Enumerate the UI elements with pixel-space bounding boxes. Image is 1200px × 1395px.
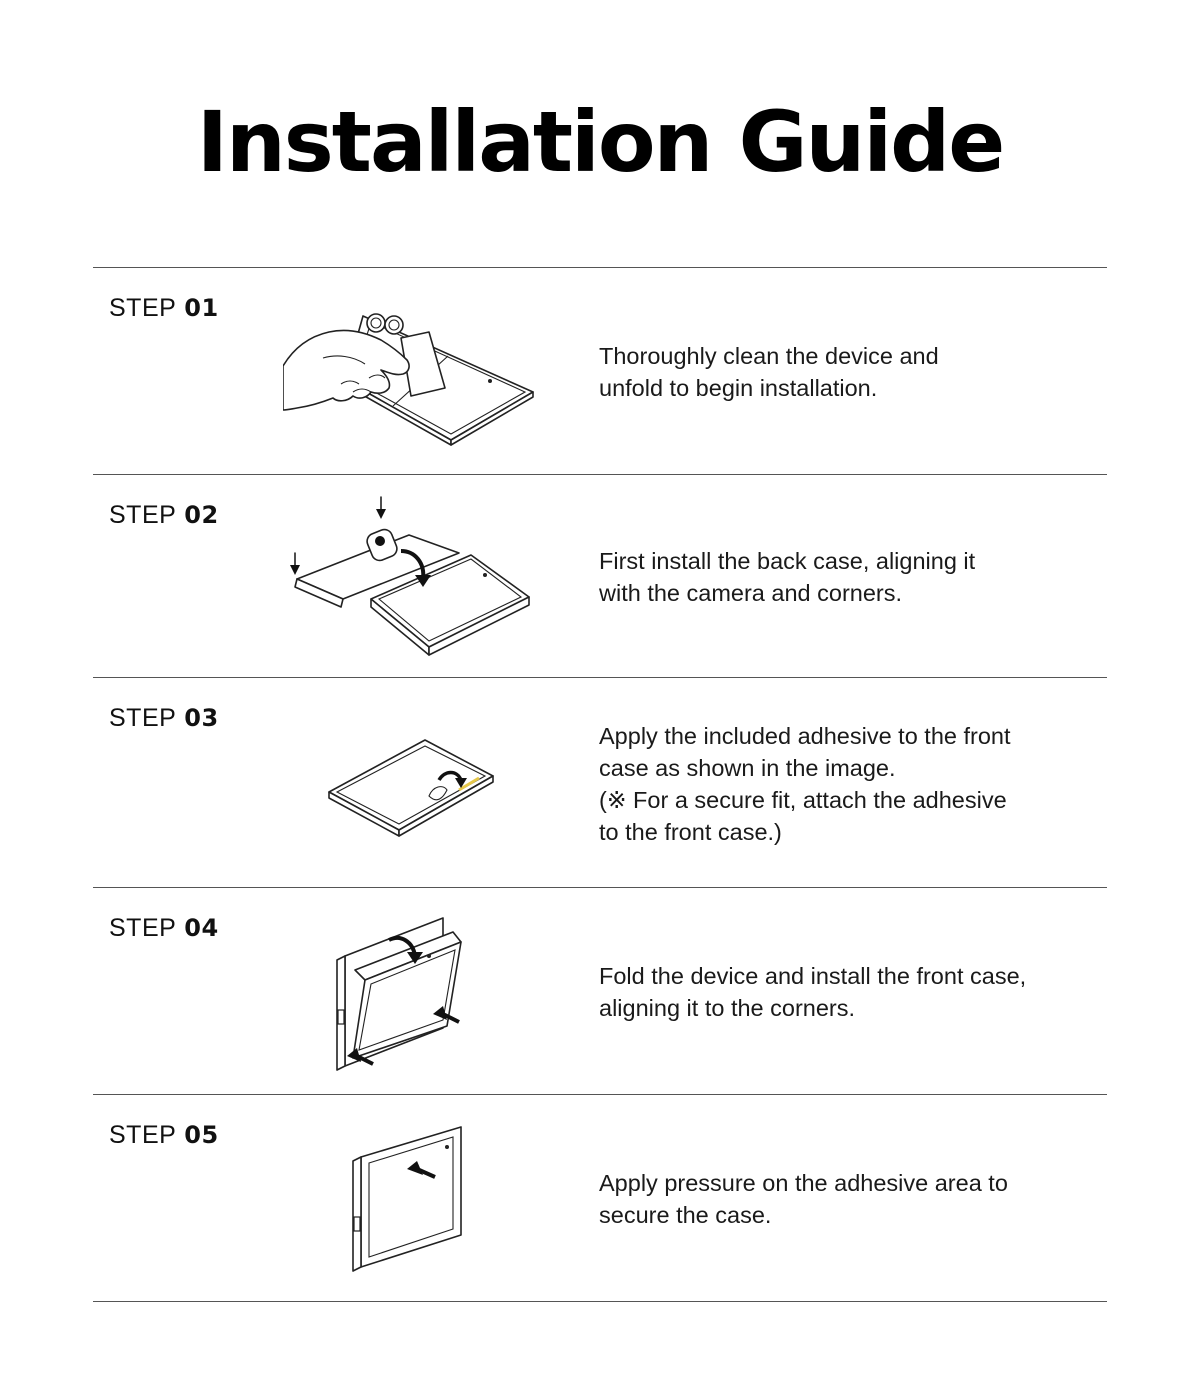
step-description: First install the back case, aligning it with the camera and corners. [599,548,976,606]
step-number: 01 [184,294,219,322]
illustration-apply-pressure [283,1125,543,1275]
step-label [109,914,219,943]
step-label [109,1121,219,1150]
step-label [109,704,219,733]
step-number: 04 [184,914,219,942]
step-word: STEP [109,294,177,322]
step-word: STEP [109,914,177,942]
step-number: 02 [184,501,219,529]
illustration-fold-install-front-case [283,910,543,1080]
step-label [109,501,219,530]
step-4 [93,888,1107,1094]
step-description: Fold the device and install the front case, aligning it to the corners. [599,963,1027,1021]
page-title: Installation Guide [196,93,1004,191]
divider [93,1301,1107,1302]
step-word: STEP [109,501,177,529]
step-5 [93,1095,1107,1301]
step-word: STEP [109,1121,177,1149]
step-description: Apply the included adhesive to the front case as shown in the image. (※ For a secure fit, attach the adhesive to the front case.) [599,723,1011,845]
step-3 [93,678,1107,887]
step-word: STEP [109,704,177,732]
step-number: 05 [184,1121,219,1149]
illustration-clean-device [283,288,543,468]
step-description: Thoroughly clean the device and unfold to begin installation. [599,343,939,401]
step-number: 03 [184,704,219,732]
step-1 [93,268,1107,474]
illustration-install-back-case [283,495,543,665]
step-label [109,294,219,323]
step-description: Apply pressure on the adhesive area to secure the case. [599,1170,1008,1228]
step-2 [93,475,1107,677]
illustration-apply-adhesive [283,728,543,848]
